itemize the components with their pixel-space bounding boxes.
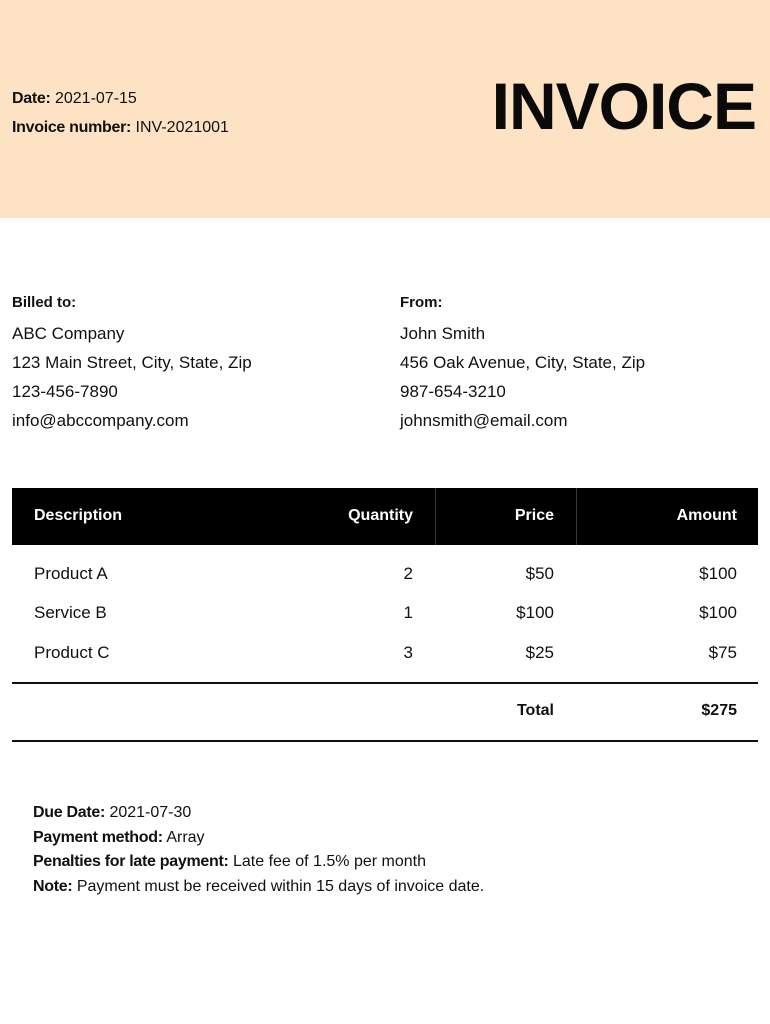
- row-description: Product C: [34, 643, 110, 662]
- row-price: $50: [525, 564, 554, 583]
- total-value: $275: [701, 702, 737, 719]
- from-phone: 987-654-3210: [400, 382, 506, 401]
- header-price: Price: [514, 507, 554, 524]
- note-value: Payment must be received within 15 days of invoice date.: [76, 877, 485, 895]
- due-date-value: 2021-07-30: [109, 804, 192, 821]
- note-line: [33, 875, 484, 900]
- billed-to-name: ABC Company: [12, 324, 125, 343]
- from-email: johnsmith@email.com: [400, 411, 568, 430]
- payment-method-line: [33, 826, 484, 851]
- header-amount: Amount: [676, 507, 737, 524]
- date-label: Date:: [12, 90, 51, 107]
- row-quantity: 2: [403, 564, 413, 583]
- payment-method-label: Payment method:: [33, 828, 163, 846]
- date-line: [12, 84, 229, 113]
- billed-to-phone: 123-456-7890: [12, 382, 118, 401]
- row-amount: $100: [699, 564, 737, 583]
- table-header: [12, 488, 758, 545]
- billed-to-block: [12, 288, 252, 435]
- total-label: Total: [516, 702, 554, 719]
- penalties-value: Late fee of 1.5% per month: [232, 853, 426, 870]
- column-divider: [435, 488, 436, 545]
- note-label: Note:: [33, 877, 73, 895]
- row-description: Service B: [34, 603, 107, 622]
- row-amount: $75: [708, 643, 737, 662]
- column-divider: [576, 488, 577, 545]
- invoice-number-value: INV-2021001: [135, 119, 229, 136]
- table-row: [12, 643, 758, 673]
- billed-to-address: 123 Main Street, City, State, Zip: [12, 353, 252, 372]
- from-name: John Smith: [400, 324, 486, 343]
- table-row: [12, 564, 758, 594]
- from-block: [400, 288, 645, 435]
- row-quantity: 3: [403, 643, 413, 662]
- header-description: Description: [34, 507, 123, 524]
- from-label: From:: [400, 294, 443, 311]
- invoice-number-label: Invoice number:: [12, 119, 132, 136]
- date-value: 2021-07-15: [54, 90, 137, 107]
- payment-method-value: Array: [166, 828, 205, 846]
- invoice-number-line: [12, 113, 229, 142]
- payment-notes: [33, 801, 484, 899]
- row-quantity: 1: [403, 603, 413, 622]
- invoice-header: [0, 0, 770, 218]
- divider: [12, 682, 758, 684]
- row-amount: $100: [699, 603, 737, 622]
- penalties-line: [33, 850, 484, 875]
- penalties-label: Penalties for late payment:: [33, 853, 229, 870]
- row-price: $100: [516, 603, 554, 622]
- row-price: $25: [525, 643, 554, 662]
- invoice-title: INVOICE: [491, 69, 756, 143]
- from-address: 456 Oak Avenue, City, State, Zip: [400, 353, 646, 372]
- billed-to-email: info@abccompany.com: [12, 411, 189, 430]
- header-quantity: Quantity: [348, 507, 413, 524]
- table-row: [12, 603, 758, 633]
- billed-to-label: Billed to:: [12, 294, 77, 311]
- invoice-meta: [12, 84, 229, 142]
- due-date-label: Due Date:: [33, 804, 105, 821]
- divider: [12, 740, 758, 742]
- due-date-line: [33, 801, 484, 826]
- row-description: Product A: [34, 564, 108, 583]
